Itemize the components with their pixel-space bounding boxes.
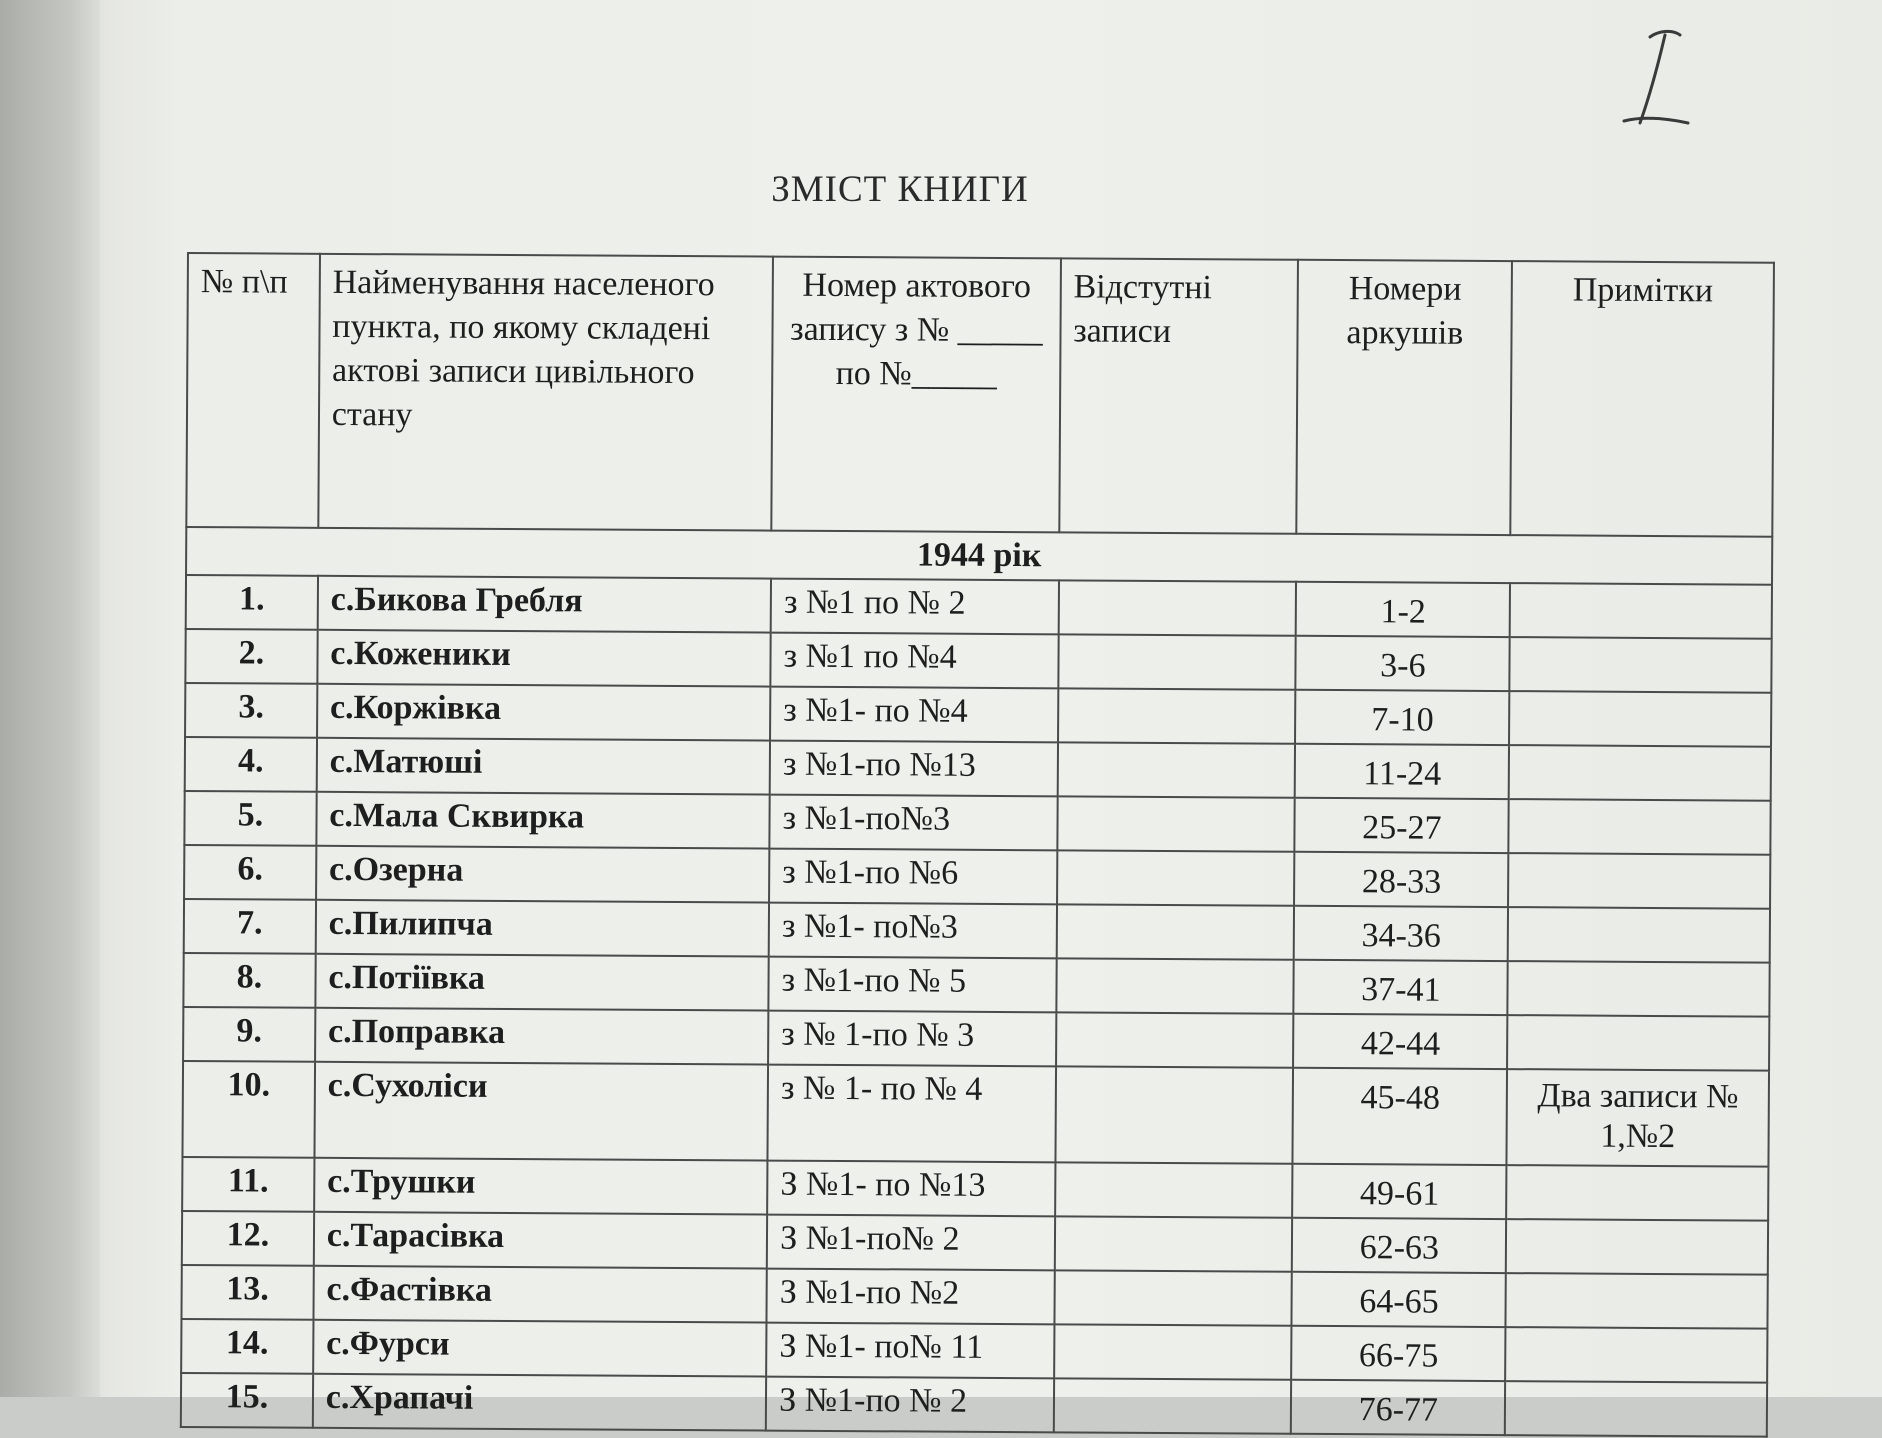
missing-records (1057, 742, 1295, 797)
header-missing: Відстутні записи (1059, 258, 1298, 533)
row-number: 6. (184, 845, 316, 900)
table-row (185, 683, 1771, 747)
table-row (184, 845, 1770, 909)
missing-records (1057, 850, 1295, 905)
table-row (186, 575, 1772, 639)
table-row (183, 1007, 1769, 1071)
settlement-name: с.Бикова Гребля (318, 576, 772, 633)
sheet-numbers: 49-61 (1293, 1164, 1507, 1219)
settlement-name: с.Озерна (316, 846, 770, 903)
table-row (184, 791, 1770, 855)
header-place: Найменування населеного пункта, по якому складені актові записи цивільного стану (318, 254, 773, 531)
table-row (181, 1265, 1767, 1329)
sheet-numbers: 7-10 (1296, 690, 1510, 745)
table-row (183, 953, 1769, 1017)
settlement-name: с.Коржівка (317, 684, 771, 741)
row-note (1506, 1273, 1768, 1329)
header-sheets: Номери аркушів (1297, 260, 1512, 535)
table-header-row (186, 253, 1774, 537)
contents-table (180, 252, 1775, 1438)
row-note (1507, 1015, 1769, 1071)
row-note (1508, 907, 1770, 963)
record-range: з №1- по №4 (770, 687, 1058, 743)
record-range: З №1-по №2 (767, 1269, 1055, 1325)
sheet-numbers: 3-6 (1296, 636, 1510, 691)
row-note (1510, 583, 1772, 639)
settlement-name: с.Фурси (313, 1320, 767, 1377)
row-note (1510, 637, 1772, 693)
sheet-numbers: 45-48 (1293, 1068, 1507, 1165)
sheet-numbers: 42-44 (1294, 1014, 1508, 1069)
row-note (1506, 1219, 1768, 1275)
missing-records (1057, 796, 1295, 851)
missing-records (1058, 688, 1296, 743)
row-number: 10. (182, 1061, 314, 1158)
sheet-numbers: 37-41 (1294, 960, 1508, 1015)
record-range: з №1- по№3 (769, 903, 1057, 959)
row-note: Два записи № 1,№2 (1507, 1069, 1769, 1167)
record-range: З №1-по № 2 (766, 1377, 1054, 1433)
row-number: 14. (181, 1319, 313, 1374)
settlement-name: с.Потіївка (315, 954, 769, 1011)
document-title: ЗМІСТ КНИГИ (771, 169, 1029, 210)
missing-records (1054, 1378, 1292, 1433)
table-row (184, 899, 1770, 963)
sheet-numbers: 28-33 (1295, 852, 1509, 907)
row-number: 1. (186, 575, 318, 630)
row-note (1509, 799, 1771, 855)
record-range: З №1- по№ 11 (766, 1323, 1054, 1379)
missing-records (1058, 634, 1296, 689)
record-range: з № 1- по № 4 (768, 1065, 1056, 1163)
table-row (182, 1211, 1768, 1275)
table-row (185, 629, 1771, 693)
missing-records (1054, 1270, 1292, 1325)
row-number: 8. (183, 953, 315, 1008)
row-note (1508, 853, 1770, 909)
settlement-name: с.Сухоліси (314, 1062, 768, 1161)
missing-records (1056, 1012, 1294, 1067)
sheet-numbers: 25-27 (1295, 798, 1509, 853)
settlement-name: с.Мала Сквирка (316, 792, 770, 849)
missing-records (1058, 580, 1296, 635)
record-range: з №1 по № 2 (771, 579, 1059, 635)
table-row (181, 1319, 1767, 1383)
row-number: 15. (181, 1373, 313, 1428)
table-row (181, 1373, 1767, 1437)
settlement-name: с.Коженики (317, 630, 771, 687)
missing-records (1055, 1066, 1293, 1163)
record-range: з №1 по №4 (770, 633, 1058, 689)
row-note (1509, 691, 1771, 747)
table-row (182, 1157, 1768, 1221)
row-number: 5. (184, 791, 316, 846)
missing-records (1056, 904, 1294, 959)
settlement-name: с.Пилипча (316, 900, 770, 957)
row-note (1508, 961, 1770, 1017)
row-note (1506, 1165, 1768, 1221)
settlement-name: с.Храпачі (313, 1374, 767, 1431)
row-number: 7. (184, 899, 316, 954)
record-range: З №1- по №13 (767, 1161, 1055, 1217)
year-label: 1944 рік (186, 527, 1772, 585)
record-range: З №1-по№ 2 (767, 1215, 1055, 1271)
record-range: з №1-по № 5 (769, 957, 1057, 1013)
missing-records (1055, 1216, 1293, 1271)
record-range: з №1-по№3 (770, 795, 1058, 851)
table-row (185, 737, 1771, 801)
settlement-name: с.Фастівка (313, 1266, 767, 1323)
handwritten-page-number (1610, 25, 1700, 135)
sheet-numbers: 66-75 (1292, 1326, 1506, 1381)
settlement-name: с.Поправка (315, 1008, 769, 1065)
settlement-name: с.Трушки (314, 1158, 768, 1215)
row-note (1505, 1327, 1767, 1383)
row-number: 3. (185, 683, 317, 738)
header-num: № п\п (186, 253, 319, 528)
sheet-numbers: 11-24 (1295, 744, 1509, 799)
sheet-numbers: 76-77 (1291, 1380, 1505, 1435)
header-record: Номер актового запису з № _____ по №_____ (771, 257, 1060, 533)
row-number: 12. (182, 1211, 314, 1266)
record-range: з №1-по №6 (769, 849, 1057, 905)
record-range: з № 1-по № 3 (768, 1011, 1056, 1067)
row-number: 4. (185, 737, 317, 792)
sheet-numbers: 34-36 (1294, 906, 1508, 961)
sheet-numbers: 62-63 (1292, 1218, 1506, 1273)
missing-records (1054, 1324, 1292, 1379)
settlement-name: с.Тарасівка (314, 1212, 768, 1269)
header-notes: Примітки (1511, 261, 1774, 537)
row-number: 9. (183, 1007, 315, 1062)
row-number: 13. (181, 1265, 313, 1320)
sheet-numbers: 1-2 (1296, 582, 1510, 637)
missing-records (1056, 958, 1294, 1013)
row-note (1505, 1381, 1767, 1437)
sheet-numbers: 64-65 (1292, 1272, 1506, 1327)
row-number: 11. (182, 1157, 314, 1212)
record-range: з №1-по №13 (770, 741, 1058, 797)
missing-records (1055, 1162, 1293, 1217)
table-row (182, 1061, 1769, 1167)
row-note (1509, 745, 1771, 801)
settlement-name: с.Матюші (317, 738, 771, 795)
row-number: 2. (185, 629, 317, 684)
